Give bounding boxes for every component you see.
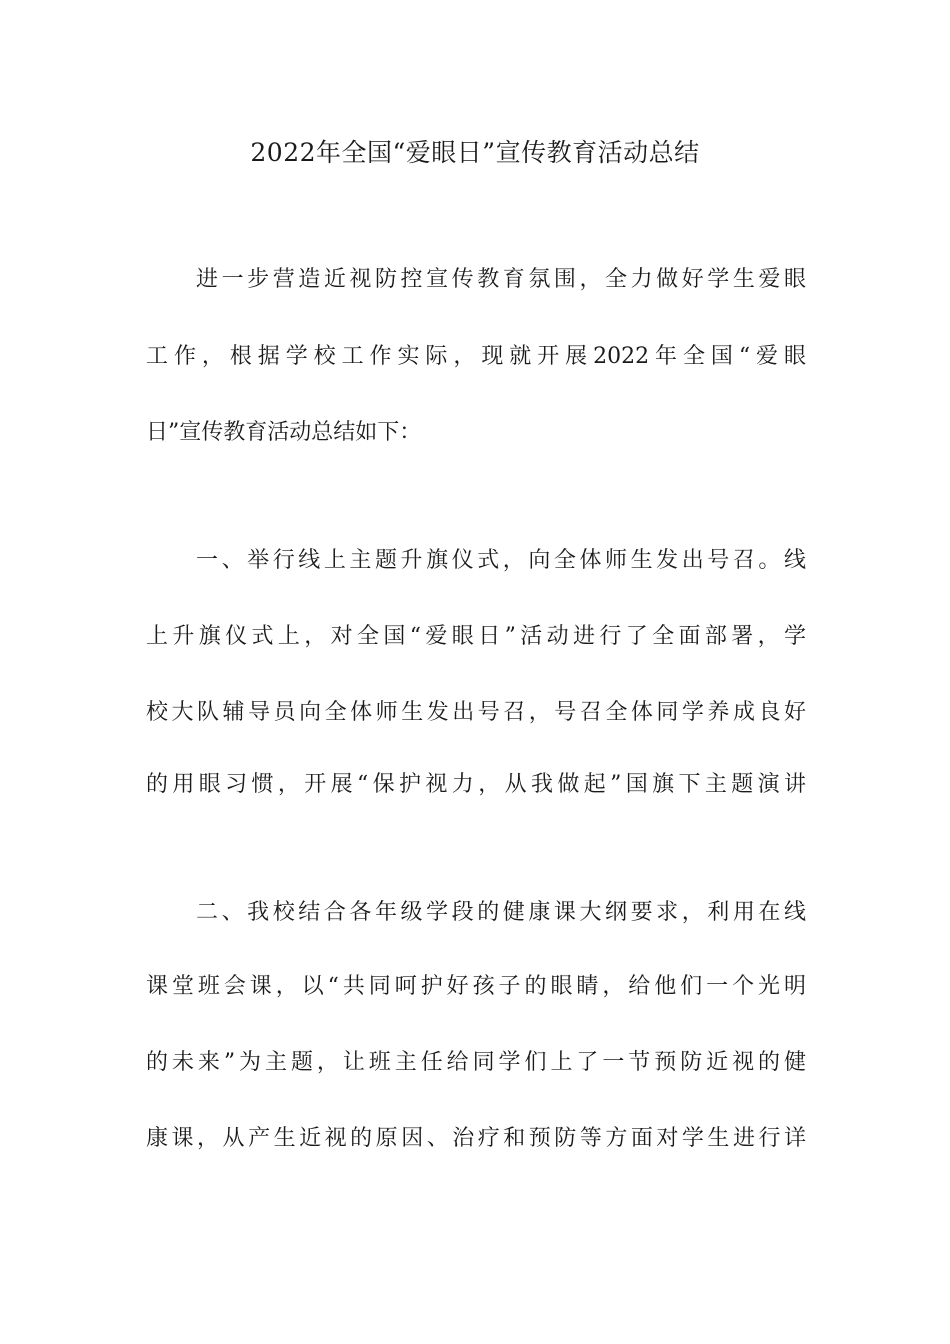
paragraph-line: 上升旗仪式上，对全国“爱眼日”活动进行了全面部署，学 bbox=[146, 624, 806, 649]
document-title: 2022年全国“爱眼日”宣传教育活动总结 bbox=[250, 138, 700, 167]
paragraph-line: 的未来”为主题，让班主任给同学们上了一节预防近视的健 bbox=[146, 1050, 806, 1075]
paragraph-line: 的用眼习惯，开展“保护视力，从我做起”国旗下主题演讲 bbox=[146, 772, 806, 797]
paragraph-line: 进一步营造近视防控宣传教育氛围，全力做好学生爱眼 bbox=[196, 267, 806, 292]
paragraph-line: 工作，根据学校工作实际，现就开展2022年全国“爱眼 bbox=[146, 344, 806, 369]
paragraph-line: 二、我校结合各年级学段的健康课大纲要求，利用在线 bbox=[196, 900, 806, 925]
paragraph-line: 校大队辅导员向全体师生发出号召，号召全体同学养成良好 bbox=[146, 700, 806, 725]
paragraph-line: 康课，从产生近视的原因、治疗和预防等方面对学生进行详 bbox=[146, 1126, 806, 1151]
paragraph-line: 日”宣传教育活动总结如下： bbox=[146, 420, 422, 445]
paragraph-line: 一、举行线上主题升旗仪式，向全体师生发出号召。线 bbox=[196, 548, 806, 573]
paragraph-line: 课堂班会课，以“共同呵护好孩子的眼睛，给他们一个光明 bbox=[146, 974, 806, 999]
